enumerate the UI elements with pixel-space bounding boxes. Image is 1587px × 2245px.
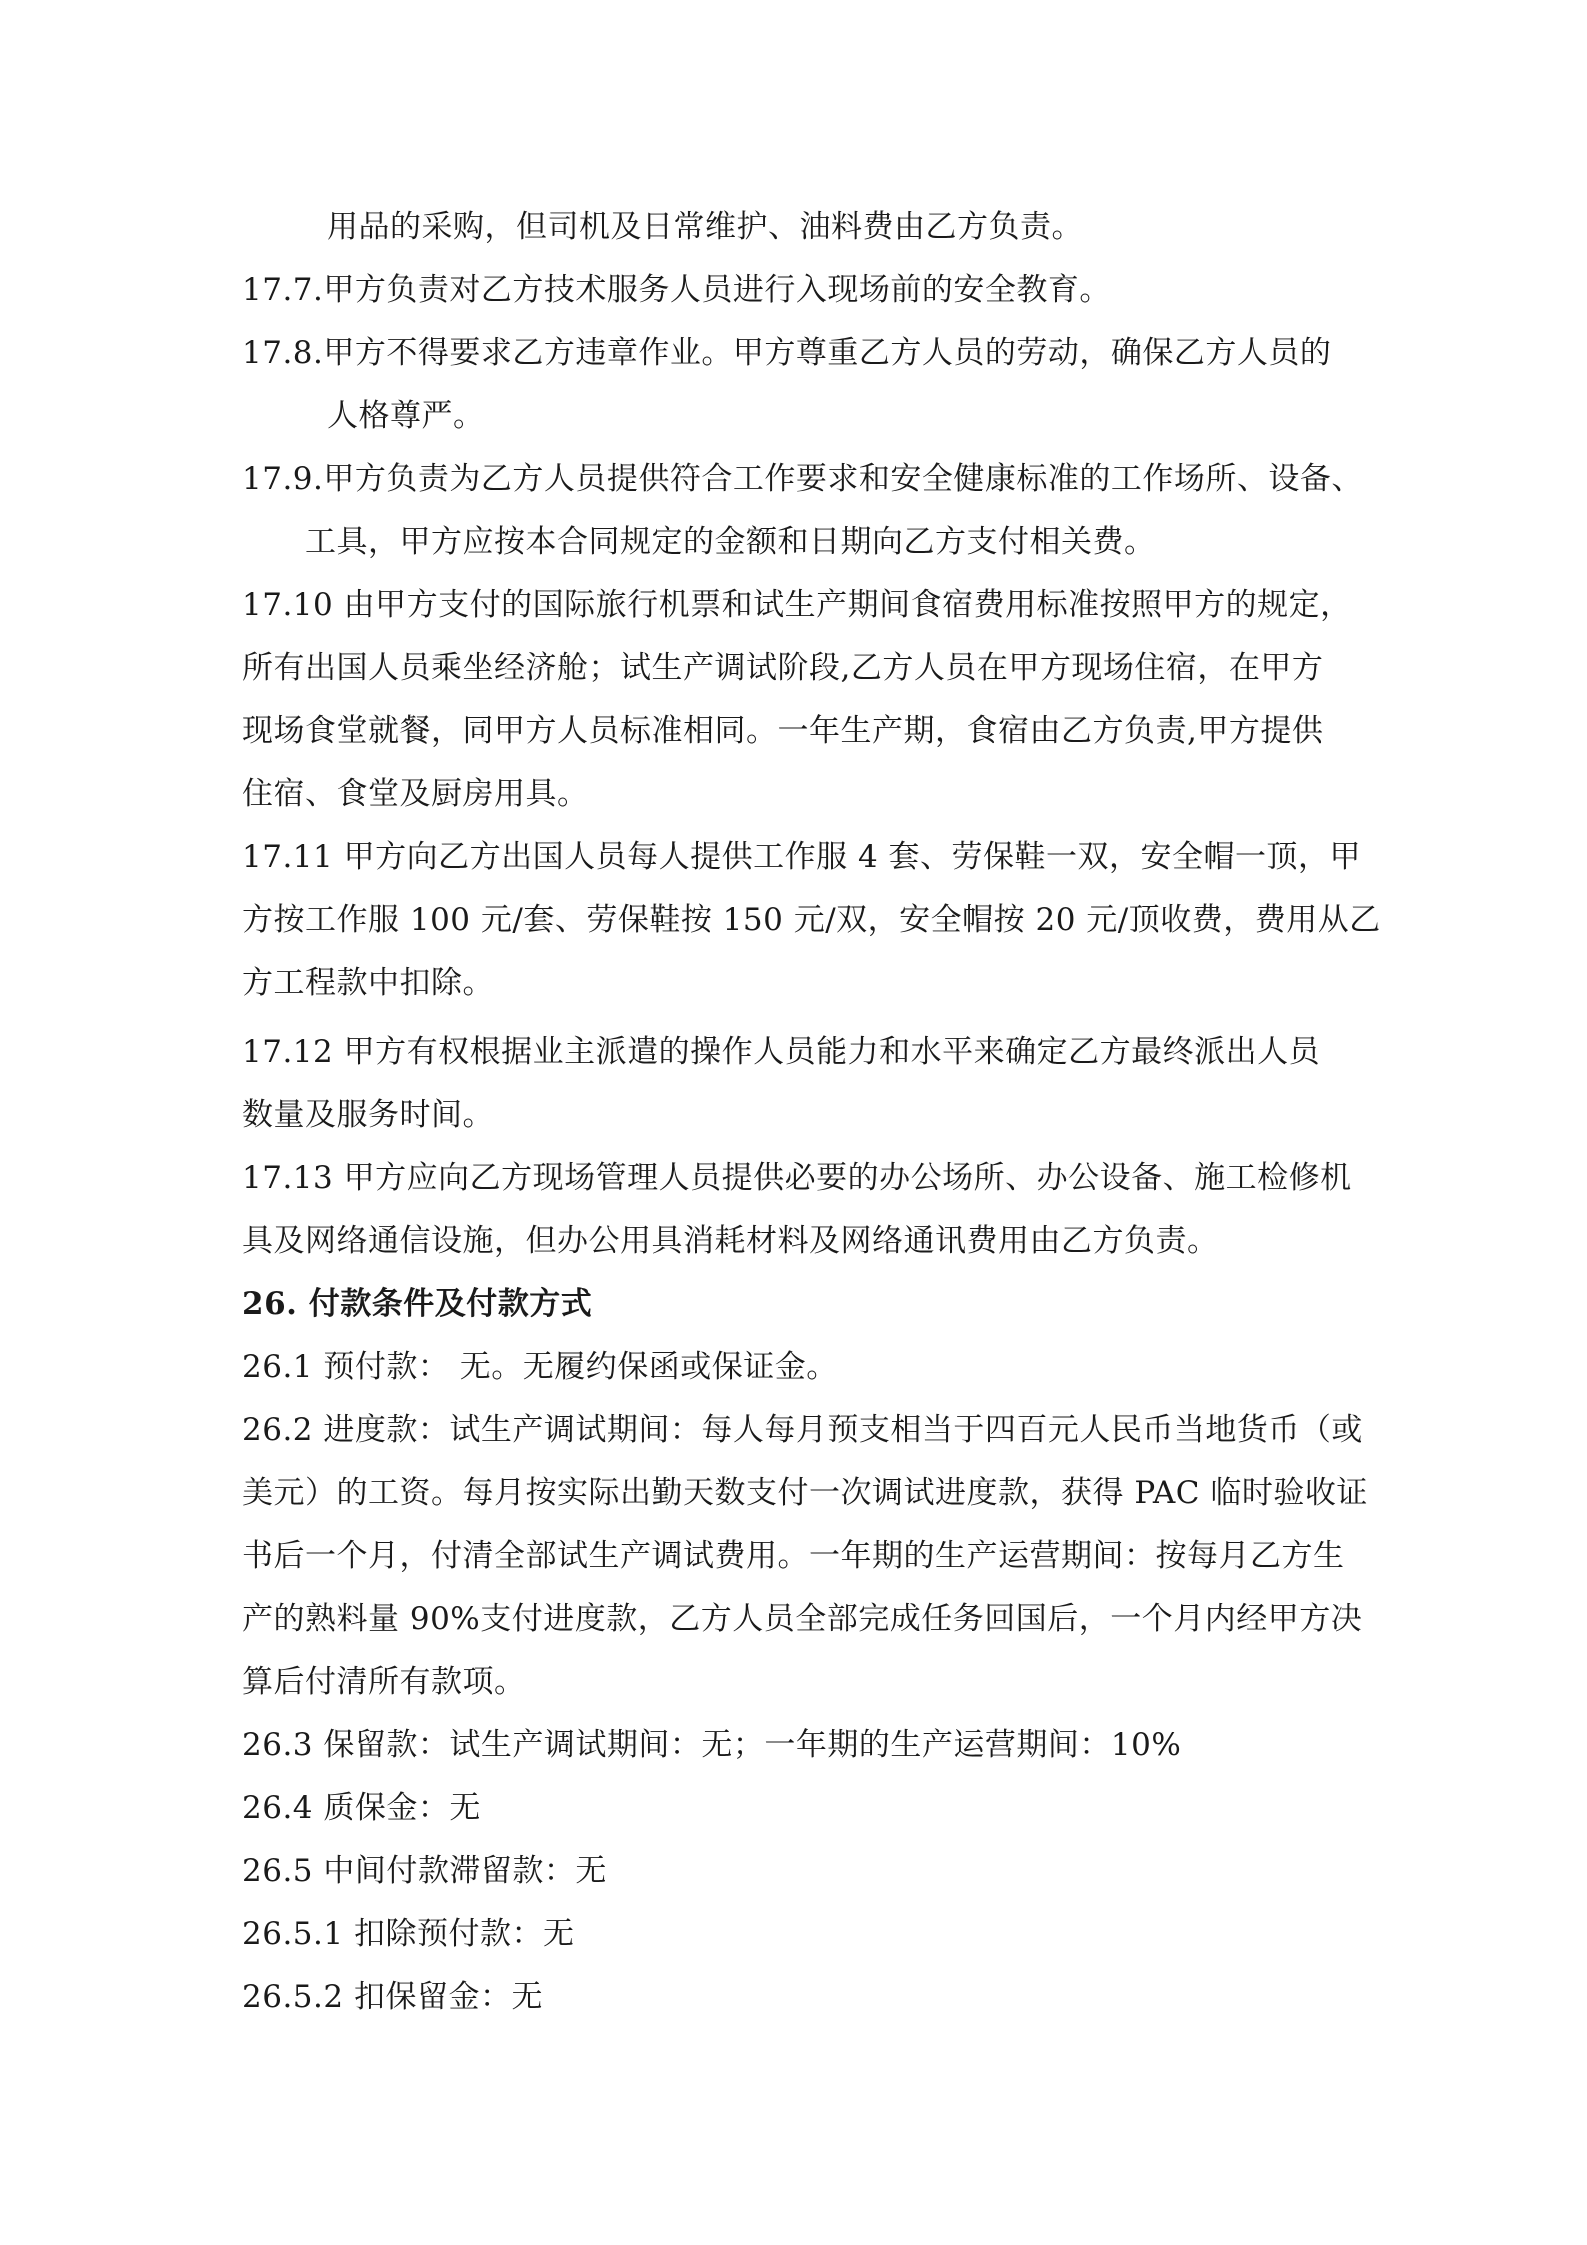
clause-17-13: 17.13 甲方应向乙方现场管理人员提供必要的办公场所、办公设备、施工检修机: [242, 1160, 1352, 1196]
text-line: 现场食堂就餐，同甲方人员标准相同。一年生产期，食宿由乙方负责,甲方提供: [242, 713, 1324, 749]
text-line: 数量及服务时间。: [242, 1097, 494, 1133]
text-line: 用品的采购，但司机及日常维护、油料费由乙方负责。: [327, 209, 1083, 245]
text-line: 具及网络通信设施，但办公用具消耗材料及网络通讯费用由乙方负责。: [242, 1223, 1219, 1259]
clause-17-7: 17.7.甲方负责对乙方技术服务人员进行入现场前的安全教育。: [242, 272, 1111, 308]
text-line: 方按工作服 100 元/套、劳保鞋按 150 元/双，安全帽按 20 元/顶收费，费用从乙: [242, 902, 1381, 938]
clause-26-5-2: 26.5.2 扣保留金：无: [242, 1979, 543, 2015]
clause-17-10: 17.10 由甲方支付的国际旅行机票和试生产期间食宿费用标准按照甲方的规定，: [242, 587, 1352, 623]
clause-26-5: 26.5 中间付款滞留款：无: [242, 1853, 607, 1889]
text-line: 所有出国人员乘坐经济舱；试生产调试阶段,乙方人员在甲方现场住宿，在甲方: [242, 650, 1324, 686]
section-heading-26: 26. 付款条件及付款方式: [242, 1286, 593, 1322]
clause-26-1: 26.1 预付款： 无。无履约保函或保证金。: [242, 1349, 838, 1385]
text-line: 工具，甲方应按本合同规定的金额和日期向乙方支付相关费。: [305, 524, 1156, 560]
clause-26-2: 26.2 进度款：试生产调试期间：每人每月预支相当于四百元人民币当地货币（或: [242, 1412, 1363, 1448]
clause-26-5-1: 26.5.1 扣除预付款：无: [242, 1916, 575, 1952]
clause-17-8: 17.8.甲方不得要求乙方违章作业。甲方尊重乙方人员的劳动，确保乙方人员的: [242, 335, 1332, 371]
clause-17-11: 17.11 甲方向乙方出国人员每人提供工作服 4 套、劳保鞋一双，安全帽一顶，甲: [242, 839, 1362, 875]
text-line: 住宿、食堂及厨房用具。: [242, 776, 589, 812]
text-line: 书后一个月，付清全部试生产调试费用。一年期的生产运营期间：按每月乙方生: [242, 1538, 1345, 1574]
text-line: 美元）的工资。每月按实际出勤天数支付一次调试进度款，获得 PAC 临时验收证: [242, 1475, 1368, 1511]
clause-17-9: 17.9.甲方负责为乙方人员提供符合工作要求和安全健康标准的工作场所、设备、: [242, 461, 1363, 497]
text-line: 人格尊严。: [327, 398, 485, 434]
text-line: 产的熟料量 90%支付进度款，乙方人员全部完成任务回国后，一个月内经甲方决: [242, 1601, 1363, 1637]
clause-26-3: 26.3 保留款：试生产调试期间：无；一年期的生产运营期间：10%: [242, 1727, 1182, 1763]
text-line: 算后付清所有款项。: [242, 1664, 526, 1700]
text-line: 方工程款中扣除。: [242, 965, 494, 1001]
clause-26-4: 26.4 质保金：无: [242, 1790, 481, 1826]
clause-17-12: 17.12 甲方有权根据业主派遣的操作人员能力和水平来确定乙方最终派出人员: [242, 1034, 1321, 1070]
